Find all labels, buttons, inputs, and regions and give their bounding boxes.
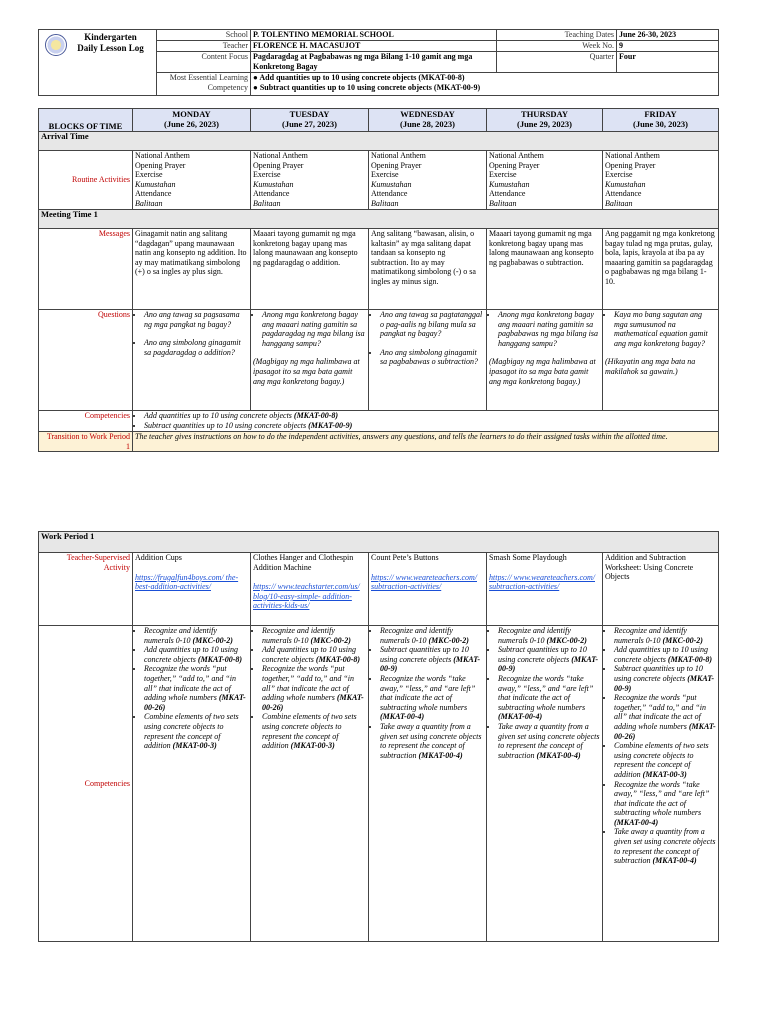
- message-thursday: Maaari tayong gumamit ng mga konkretong bagay upang mas lalong maunawaan ang konsepto ng pagbabawas o subtraction.: [487, 229, 603, 310]
- header-table: [38, 29, 719, 96]
- transition-text: The teacher gives instructions on how to do the independent activities, answers any questions, and tells the learners to do their assigned tasks within the allotted time.: [133, 432, 719, 452]
- week-value: 9: [617, 41, 719, 52]
- questions-label: Questions: [39, 310, 133, 411]
- competency-label: Most Essential Learning Competency: [157, 73, 251, 96]
- week-label: Week No.: [497, 41, 617, 52]
- day-friday: FRIDAY (June 30, 2023): [603, 109, 719, 132]
- arrival-time-header: Arrival Time: [39, 132, 719, 151]
- day-header-row: [39, 109, 719, 132]
- messages-row: [39, 229, 719, 310]
- questions-tuesday: • Anong mga konkretong bagay ang maaari nating gamitin sa pagdaragdag ng mga bilang isa hanggang sampu? (Magbigay ng mga halimbawa at ipasagot ito sa mga bata gamit ang mga konkretong bagay.): [251, 310, 369, 411]
- message-monday: Ginagamit natin ang salitang “dagdagan” upang maunawaan natin ang konsepto ng addition. Ito ay may matimatikang simbolong (+) o sa ingles ay plus sign.: [133, 229, 251, 310]
- competency-value: [251, 73, 719, 96]
- competencies-label: Competencies: [39, 411, 133, 432]
- day-thursday: THURSDAY (June 29, 2023): [487, 109, 603, 132]
- activity-link-thursday[interactable]: https:// www.weareteachers.com/ subtraction-activities/: [489, 572, 595, 592]
- questions-monday: • Ano ang tawag sa pagsasama ng mga pangkat ng bagay? • Ano ang simbolong ginagamit sa pagdaragdag o addition?: [133, 310, 251, 411]
- message-tuesday: Maaari tayong gumamit ng mga konkretong bagay upang mas lalong maunawaan ang konsepto ng pagdaragdag o addition.: [251, 229, 369, 310]
- quarter-label: Quarter: [497, 52, 617, 73]
- message-wednesday: Ang salitang “bawasan, alisin, o kaltasin” ay mga salitang dapat tandaan sa konsepto ng subtraction. Ito ay may matimatikong simbolong (-) o sa ingles ay minus sign.: [369, 229, 487, 310]
- teacher-value: FLORENCE H. MACASUJOT: [251, 41, 497, 52]
- transition-row: [39, 432, 719, 452]
- wp-comp-monday: • Recognize and identify numerals 0-10 (MKC-00-2) • Add quantities up to 10 using concrete objects (MKAT-00-8) • Recognize the words “put together,” “add to,” and “in all” that indicate the act of adding whole numbers (MKAT-00-26) • Combine elements of two sets using concrete objects to represent the concept of addition (MKAT-00-3): [133, 626, 251, 942]
- work-period-header: Work Period 1: [39, 532, 719, 553]
- competencies-row: [39, 411, 719, 432]
- activity-friday: Addition and Subtraction Worksheet: Using Concrete Objects: [603, 553, 719, 626]
- meeting-time-header: Meeting Time 1: [39, 210, 719, 229]
- activity-thursday: Smash Some Playdough https:// www.weareteachers.com/ subtraction-activities/: [487, 553, 603, 626]
- logo-cell: [39, 30, 157, 96]
- routine-wednesday: National Anthem Opening Prayer Exercise Kumustahan Attendance Balitaan: [369, 151, 487, 210]
- teaching-dates-value: June 26-30, 2023: [617, 30, 719, 41]
- competencies-value: • Add quantities up to 10 using concrete objects (MKAT-00-8) • Subtract quantities up to 10 using concrete objects (MKAT-00-9): [133, 411, 719, 432]
- activity-monday: Addition Cups https://frugalfun4boys.com/ the-best-addition-activities/: [133, 553, 251, 626]
- day-tuesday: TUESDAY (June 27, 2023): [251, 109, 369, 132]
- content-focus-label: Content Focus: [157, 52, 251, 73]
- message-friday: Ang paggamit ng mga konkretong bagay tulad ng mga prutas, gulay, bola, lapis, krayola at iba pa ay maaaring gamitin sa pagdaragdag o pagbabawas ng mga bilang 1-10.: [603, 229, 719, 310]
- wp-comp-wednesday: • Recognize and identify numerals 0-10 (MKC-00-2) • Subtract quantities up to 10 using concrete objects (MKAT-00-9) • Recognize the words “take away,” “less,” and “are left” that indicate the act of subtracting whole numbers (MKAT-00-4) • Take away a quantity from a given set using concrete objects to represent the concept of subtraction (MKAT-00-4): [369, 626, 487, 942]
- teaching-dates-label: Teaching Dates: [497, 30, 617, 41]
- activity-row: [39, 553, 719, 626]
- questions-thursday: • Anong mga konkretong bagay ang maaari nating gamitin sa pagbabawas ng mga bilang isa hanggang sampu? (Magbigay ng mga halimbawa at ipasagot ito sa mga bata gamit ang mga konkretong bagay.): [487, 310, 603, 411]
- content-focus-value: Pagdaragdag at Pagbabawas ng mga Bilang 1-10 gamit ang mga Konkretong Bagay: [251, 52, 497, 73]
- schedule-table: [38, 108, 719, 452]
- wp-competencies-row: [39, 626, 719, 942]
- routine-friday: National Anthem Opening Prayer Exercise Kumustahan Attendance Balitaan: [603, 151, 719, 210]
- questions-friday: • Kaya mo bang sagutan ang mga sumusunod na mathematical equation gamit ang mga konkretong bagay? (Hikayatin ang mga bata na makilahok sa gawain.): [603, 310, 719, 411]
- title-line-1: Kindergarten: [84, 32, 137, 42]
- quarter-value: Four: [617, 52, 719, 73]
- routine-row: [39, 151, 719, 210]
- wp-competencies-label: Competencies: [39, 626, 133, 942]
- activity-label: Teacher-Supervised Activity: [39, 553, 133, 626]
- school-value: P. TOLENTINO MEMORIAL SCHOOL: [251, 30, 497, 41]
- competency-1: ● Add quantities up to 10 using concrete objects (MKAT-00-8): [253, 73, 465, 82]
- routine-label: Routine Activities: [39, 151, 133, 210]
- routine-tuesday: National Anthem Opening Prayer Exercise Kumustahan Attendance Balitaan: [251, 151, 369, 210]
- teacher-label: Teacher: [157, 41, 251, 52]
- questions-wednesday: • Ano ang tawag sa pagtatanggal o pag-aalis ng bilang mula sa pangkat ng bagay? • Ano ang simbolong ginagamit sa pagbabawas o subtraction?: [369, 310, 487, 411]
- blocks-of-time-header: BLOCKS OF TIME: [39, 109, 133, 132]
- day-monday: MONDAY (June 26, 2023): [133, 109, 251, 132]
- day-wednesday: WEDNESDAY (June 28, 2023): [369, 109, 487, 132]
- activity-tuesday: Clothes Hanger and Clothespin Addition Machine https:// www.teachstarter.com/us/ blog/10-easy-simple- addition-activities-kids-us/: [251, 553, 369, 626]
- wp-comp-friday: • Recognize and identify numerals 0-10 (MKC-00-2) • Add quantities up to 10 using concrete objects (MKAT-00-8) • Subtract quantities up to 10 using concrete objects (MKAT-00-9) • Recognize the words “put together,” “add to,” and “in all” that indicate the act of adding whole numbers (MKAT-00-26) • Combine elements of two sets using concrete objects to represent the concept of addition (MKAT-00-3) • Recognize the words “take away,” “less,” and “are left” that indicate the act of subtracting whole numbers (MKAT-00-4) • Take away a quantity from a given set using concrete objects to represent the concept of subtraction (MKAT-00-4): [603, 626, 719, 942]
- questions-row: [39, 310, 719, 411]
- activity-link-tuesday[interactable]: https:// www.teachstarter.com/us/ blog/10-easy-simple- addition-activities-kids-us/: [253, 582, 360, 611]
- routine-thursday: National Anthem Opening Prayer Exercise Kumustahan Attendance Balitaan: [487, 151, 603, 210]
- deped-seal-icon: [45, 34, 67, 56]
- messages-label: Messages: [39, 229, 133, 310]
- title-line-2: Daily Lesson Log: [77, 43, 144, 53]
- school-label: School: [157, 30, 251, 41]
- routine-monday: National Anthem Opening Prayer Exercise Kumustahan Attendance Balitaan: [133, 151, 251, 210]
- transition-label: Transition to Work Period 1: [39, 432, 133, 452]
- activity-wednesday: Count Pete’s Buttons https:// www.weareteachers.com/ subtraction-activities/: [369, 553, 487, 626]
- competency-2: ● Subtract quantities up to 10 using concrete objects (MKAT-00-9): [253, 82, 481, 92]
- wp-comp-thursday: • Recognize and identify numerals 0-10 (MKC-00-2) • Subtract quantities up to 10 using concrete objects (MKAT-00-9) • Recognize the words “take away,” “less,” and “are left” that indicate the act of subtracting whole numbers (MKAT-00-4) • Take away a quantity from a given set using concrete objects to represent the concept of subtraction (MKAT-00-4): [487, 626, 603, 942]
- work-period-table: [38, 531, 719, 942]
- activity-link-wednesday[interactable]: https:// www.weareteachers.com/ subtraction-activities/: [371, 572, 477, 592]
- activity-link-monday[interactable]: https://frugalfun4boys.com/ the-best-addition-activities/: [135, 572, 239, 592]
- wp-comp-tuesday: • Recognize and identify numerals 0-10 (MKC-00-2) • Add quantities up to 10 using concrete objects (MKAT-00-8) • Recognize the words “put together,” “add to,” and “in all” that indicate the act of adding whole numbers (MKAT-00-26) • Combine elements of two sets using concrete objects to represent the concept of addition (MKAT-00-3): [251, 626, 369, 942]
